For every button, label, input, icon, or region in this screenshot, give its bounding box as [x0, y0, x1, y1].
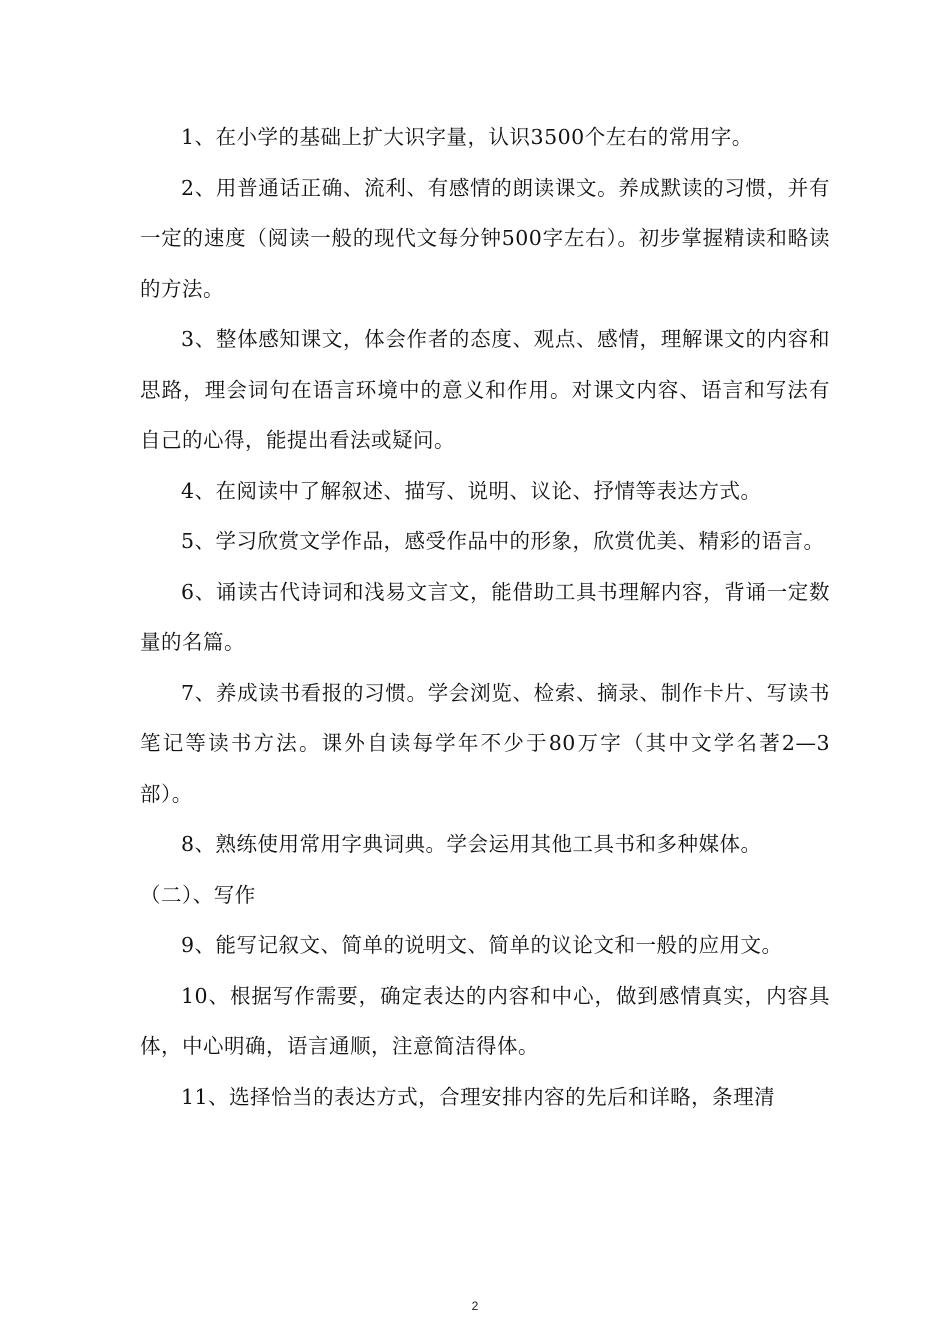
- paragraph-item-8: 8、熟练使用常用字典词典。学会运用其他工具书和多种媒体。: [181, 832, 762, 856]
- paragraph-item-4: 4、在阅读中了解叙述、描写、说明、议论、抒情等表达方式。: [181, 478, 762, 503]
- paragraph-item-2: 2、用普通话正确、流利、有感情的朗读课文。养成默读的习惯，并有一定的速度（阅读一般的现代文每分钟500字左右）。初步掌握精读和略读的方法。: [140, 175, 830, 301]
- paragraph-item-3: 3、整体感知课文，体会作者的态度、观点、感情，理解课文的内容和思路，理会词句在语言环境中的意义和作用。对课文内容、语言和写法有自己的心得，能提出看法或疑问。: [140, 327, 830, 452]
- paragraph-item-6: 6、诵读古代诗词和浅易文言文，能借助工具书理解内容，背诵一定数量的名篇。: [140, 579, 830, 654]
- document-body: [140, 112, 830, 1122]
- paragraph-item-10: 10、根据写作需要，确定表达的内容和中心，做到感情真实，内容具体，中心明确，语言通顺，注意简洁得体。: [140, 983, 830, 1058]
- paragraph-item-7: 7、养成读书看报的习惯。学会浏览、检索、摘录、制作卡片、写读书笔记等读书方法。课外自读每学年不少于80万字（其中文学名著2—3部）。: [140, 680, 830, 806]
- paragraph-item-9: 9、能写记叙文、简单的说明文、简单的议论文和一般的应用文。: [181, 933, 783, 957]
- paragraph-item-1: 1、在小学的基础上扩大识字量，认识3500个左右的常用字。: [181, 125, 753, 149]
- page-number: 2: [471, 1299, 479, 1313]
- section-heading-writing: （二）、写作: [140, 882, 256, 907]
- paragraph-item-11: 11、选择恰当的表达方式，合理安排内容的先后和详略，条理清: [181, 1084, 776, 1109]
- paragraph-item-5: 5、学习欣赏文学作品，感受作品中的形象，欣赏优美、精彩的语言。: [181, 529, 825, 553]
